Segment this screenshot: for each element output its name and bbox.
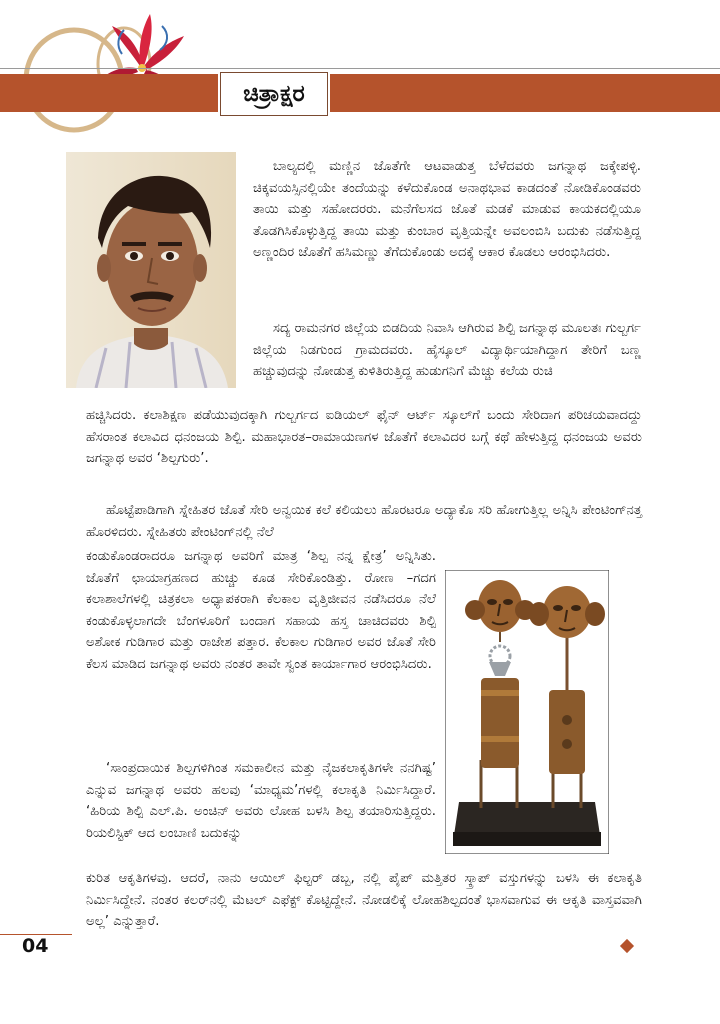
header-band-left xyxy=(0,74,218,112)
article-paragraph-4a: ‘ಸಾಂಪ್ರದಾಯಿಕ ಶಿಲ್ಪಗಳಿಗಿಂತ ಸಮಕಾಲೀನ ಮತ್ತು ನೈಜಕಲಾಕೃತಿಗಳೇ ನನಗಿಷ್ಟ’ ಎನ್ನುವ ಜಗನ್ನಾಥ ಅವರು ಹಲವು ‘ಮಾಧ್ಯಮ’ಗಳಲ್ಲಿ ಕಲಾಕೃತಿ ನಿರ್ಮಿಸಿದ್ದಾರೆ. ‘ಹಿರಿಯ ಶಿಲ್ಪಿ ಎಲ್.ಪಿ. ಅಂಚಿನ್ ಅವರು ಲೋಹ ಬಳಸಿ ಶಿಲ್ಪ ತಯಾರಿಸುತ್ತಿದ್ದರು. ರಿಯಲಿಸ್ಟಿಕ್ ಆದ ಲಂಬಾಣಿ ಬದುಕನ್ನು xyxy=(86,761,436,841)
article-paragraph-3a: ಹೊಟ್ಟೆಪಾಡಿಗಾಗಿ ಸ್ನೇಹಿತರ ಜೊತೆ ಸೇರಿ ಅನ್ವಯಿಕ ಕಲೆ ಕಲಿಯಲು ಹೊರಟರೂ ಅದ್ಯಾಕೊ ಸರಿ ಹೋಗುತ್ತಿಲ್ಲ ಅನ್ನಿಸಿ ಪೇಂಟಿಂಗ್‌ನತ್ತ ಹೊರಳಿದರು. ಸ್ನೇಹಿತರು ಪೇಂಟಿಂಗ್‌ನಲ್ಲಿ ನೆಲೆ xyxy=(86,503,642,540)
metal-sculpture-photo xyxy=(445,570,609,854)
article-paragraph-4b: ಕುರಿತ ಆಕೃತಿಗಳವು. ಆದರೆ, ನಾನು ಆಯಿಲ್ ಫಿಲ್ಟರ್ ಡಬ್ಬ, ನಲ್ಲಿ ಪೈಪ್ ಮತ್ತಿತರ ಸ್ಕ್ರಾಪ್ ವಸ್ತುಗಳನ್ನು ಬಳಸಿ ಈ ಕಲಾಕೃತಿ ನಿರ್ಮಿಸಿದ್ದೇನೆ. ನಂತರ ಕಲರ್‌ನಲ್ಲಿ ಮೆಟಲ್ ಎಫೆಕ್ಟ್ ಕೊಟ್ಟಿದ್ದೇನೆ. ನೋಡಲಿಕ್ಕೆ ಲೋಹಶಿಲ್ಪದಂತೆ ಭಾಸವಾಗುವ ಈ ಆಕೃತಿ ವಾಸ್ತವವಾಗಿ ಅಲ್ಲ’ ಎನ್ನುತ್ತಾರೆ. xyxy=(86,871,642,930)
header-rule xyxy=(0,68,720,69)
diamond-bullet-icon xyxy=(620,939,634,953)
portrait-photo xyxy=(66,152,236,388)
article-paragraph-3b: ಕಂಡುಕೊಂಡರಾದರೂ ಜಗನ್ನಾಥ ಅವರಿಗೆ ಮಾತ್ರ ‘ಶಿಲ್ಪ ನನ್ನ ಕ್ಷೇತ್ರ’ ಅನ್ನಿಸಿತು. ಜೊತೆಗೆ ಛಾಯಾಗ್ರಹಣದ ಹುಚ್ಚು ಕೂಡ ಸೇರಿಕೊಂಡಿತ್ತು. ರೋಣ –ಗದಗ ಕಲಾಶಾಲೆಗಳಲ್ಲಿ ಚಿತ್ರಕಲಾ ಅಧ್ಯಾಪಕರಾಗಿ ಕೆಲಕಾಲ ವೃತ್ತಿಜೀವನ ನಡೆಸಿದರೂ ನೆಲೆ ಕಂಡುಕೊಳ್ಳಲಾಗದೇ ಬೆಂಗಳೂರಿಗೆ ಬಂದಾಗ ಸಹಾಯ ಹಸ್ತ ಚಾಚಿದವರು ಶಿಲ್ಪಿ ಅಶೋಕ ಗುಡಿಗಾರ ಮತ್ತು ರಾಜೇಶ ಪತ್ತಾರ. ಕೆಲಕಾಲ ಗುಡಿಗಾರ ಅವರ ಜೊತೆ ಸೇರಿ ಕೆಲಸ ಮಾಡಿದ ಜಗನ್ನಾಥ ಅವರು ನಂತರ ತಾವೇ ಸ್ವಂತ ಕಾರ್ಯಾಗಾರ ಆರಂಭಿಸಿದರು. xyxy=(86,549,436,672)
article-paragraph-1: ಬಾಲ್ಯದಲ್ಲಿ ಮಣ್ಣಿನ ಜೊತೆಗೇ ಆಟವಾಡುತ್ತ ಬೆಳೆದವರು ಜಗನ್ನಾಥ ಜಕ್ಕೇಪಳ್ಳಿ. ಚಿಕ್ಕವಯಸ್ಸಿನಲ್ಲಿಯೇ ತಂದೆಯನ್ನು ಕಳೆದುಕೊಂಡ ಅನಾಥಭಾವ ಕಾಡದಂತೆ ನೋಡಿಕೊಂಡವರು ತಾಯಿ ಮತ್ತು ಸಹೋದರರು. ಮನೆಗೆಲಸದ ಜೊತೆ ಮಡಕೆ ಮಾಡುವ ಕಾಯಕದಲ್ಲಿಯೂ ತೊಡಗಿಸಿಕೊಳ್ಳುತ್ತಿದ್ದ ತಾಯಿ ಮತ್ತು ಕುಂಬಾರ ವೃತ್ತಿಯನ್ನೇ ಅವಲಂಬಿಸಿ ಬದುಕು ನಡೆಸುತ್ತಿದ್ದ ಅಣ್ಣಂದಿರ ಜೊತೆಗೆ ಹಸಿಮಣ್ಣು ತೆಗೆದುಕೊಂಡು ಅದಕ್ಕೆ ಆಕಾರ ಕೊಡಲು ಆರಂಭಿಸಿದರು. xyxy=(253,159,641,261)
magazine-logo xyxy=(12,6,212,138)
article-paragraph-2a: ಸದ್ಯ ರಾಮನಗರ ಜಿಲ್ಲೆಯ ಬಿಡದಿಯ ನಿವಾಸಿ ಆಗಿರುವ ಶಿಲ್ಪಿ ಜಗನ್ನಾಥ ಮೂಲತಃ ಗುಲ್ಬರ್ಗ ಜಿಲ್ಲೆಯ ನಿಡಗುಂದ ಗ್ರಾಮದವರು. ಹೈಸ್ಕೂಲ್ ವಿದ್ಯಾರ್ಥಿಯಾಗಿದ್ದಾಗ ತೇರಿಗೆ ಬಣ್ಣ ಹಚ್ಚುವುದನ್ನು ನೋಡುತ್ತ ಕುಳಿತಿರುತ್ತಿದ್ದ ಹುಡುಗನಿಗೆ ಮೆಚ್ಚು ಕಲೆಯ ರುಚಿ xyxy=(253,321,641,380)
section-title: ಚಿತ್ರಾಕ್ಷರ xyxy=(220,72,328,116)
page-number: 04 xyxy=(22,935,49,957)
header-band-right xyxy=(330,74,720,112)
article-paragraph-2b: ಹಚ್ಚಿಸಿದರು. ಕಲಾಶಿಕ್ಷಣ ಪಡೆಯುವುದಕ್ಕಾಗಿ ಗುಲ್ಬರ್ಗದ ಐಡಿಯಲ್ ಫೈನ್ ಆರ್ಟ್ ಸ್ಕೂಲ್‌ಗೆ ಬಂದು ಸೇರಿದಾಗ ಪರಿಚಯವಾದದ್ದು ಹೆಸರಾಂತ ಕಲಾವಿದ ಧನಂಜಯ ಶಿಲ್ಪಿ. ಮಹಾಭಾರತ–ರಾಮಾಯಣಗಳ ಜೊತೆಗೆ ಕಲಾವಿದರ ಬಗ್ಗೆ ಕಥೆ ಹೇಳುತ್ತಿದ್ದ ಧನಂಜಯ ಅವರು ಜಗನ್ನಾಥ ಅವರ ‘ಶಿಲ್ಪಗುರು’. xyxy=(86,408,642,467)
